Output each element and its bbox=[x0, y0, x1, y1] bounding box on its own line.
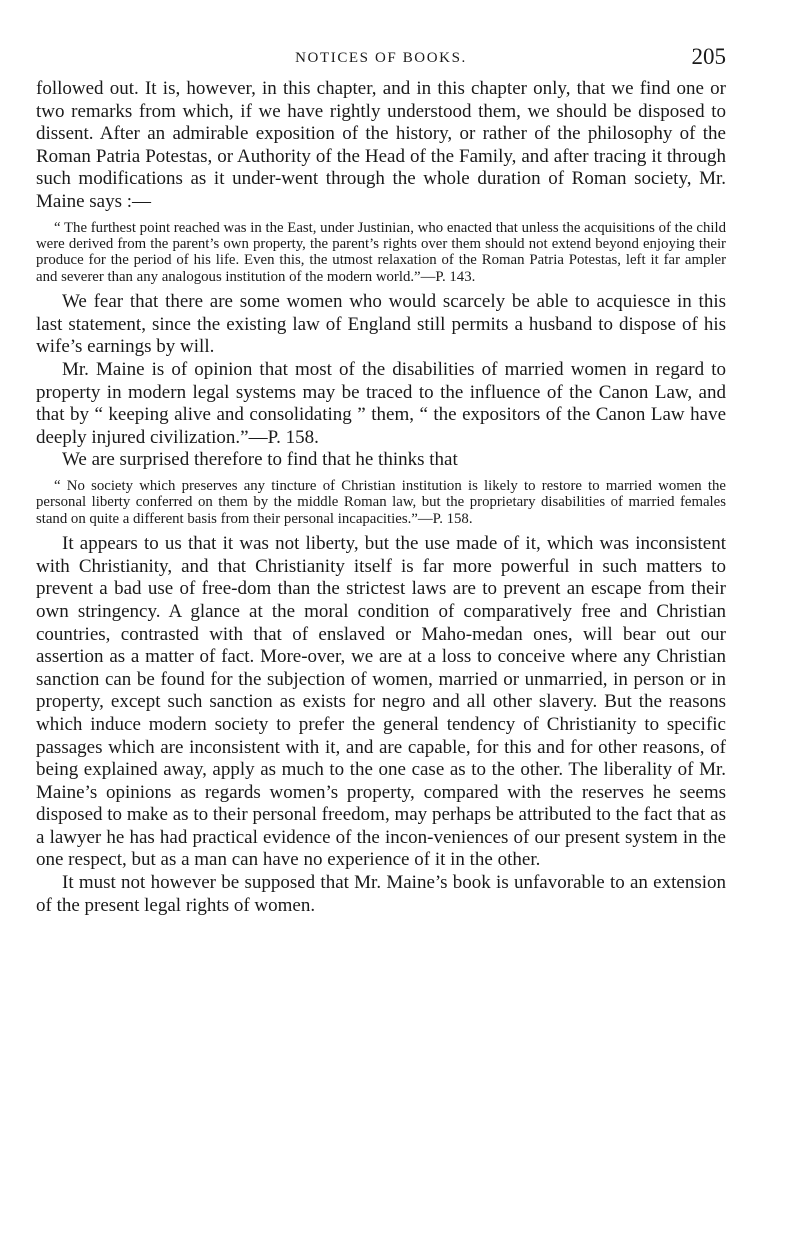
block-quote-2: “ No society which preserves any tincture of Christian institution is likely to restore to married women the personal liberty conferred on them by the middle Roman law, but the proprietary disabilities of married females stand on quite a different basis from their personal incapacities.”—P. 158. bbox=[36, 477, 726, 527]
paragraph-2: We fear that there are some women who would scarcely be able to acquiesce in this last statement, since the existing law of England still permits a husband to dispose of his wife’s earnings by will. bbox=[36, 291, 726, 358]
paragraph-5: It appears to us that it was not liberty, but the use made of it, which was inconsistent with Christianity, and that Christianity itself is far more powerful in such matters to prevent a bad use of free-dom than the strictest laws are to prevent an escape from their own stringency. A glance at the moral condition of comparatively free and Christian countries, contrasted with that of enslaved or Maho-medan ones, will bear out our assertion as a matter of fact. More-over, we are at a loss to conceive where any Christian sanction can be found for the subjection of women, married or unmarried, in person or in property, except such sanction as exists for negro and all other slavery. But the reasons which induce modern society to prefer the general tendency of Christianity to specific passages which are inconsistent with it, and are capable, for this and for other reasons, of being explained away, apply as much to the one case as to the other. The liberality of Mr. Maine’s opinions as regards women’s property, compared with the reserves he seems disposed to make as to their personal freedom, may perhaps be attributed to the fact that as a lawyer he has had practical evidence of the incon-veniences of our present system in the one respect, but as a man can have no experience of it in the other. bbox=[36, 533, 726, 871]
running-title: NOTICES OF BOOKS. bbox=[295, 50, 467, 66]
paragraph-1: followed out. It is, however, in this chapter, and in this chapter only, that we find one or two remarks from which, if we have rightly understood them, we should be disposed to dissent. After an admirable exposition of the history, or rather of the philosophy of the Roman Patria Potestas, or Authority of the Head of the Family, and after tracing it through such modifications as it under-went through the whole duration of Roman society, Mr. Maine says :— bbox=[36, 78, 726, 212]
paragraph-4: We are surprised therefore to find that he thinks that bbox=[62, 449, 458, 471]
block-quote-1: “ The furthest point reached was in the East, under Justinian, who enacted that unless the acquisitions of the child were derived from the parent’s own property, the parent’s rights over them should not extend beyond enjoying their produce for the period of his life. Even this, the utmost relaxation of the Roman Patria Potestas, left it far ampler and severer than any analogous institution of the modern world.”—P. 143. bbox=[36, 219, 726, 285]
paragraph-3: Mr. Maine is of opinion that most of the disabilities of married women in regard to property in modern legal systems may be traced to the influence of the Canon Law, and that by “ keeping alive and consolidating ” them, “ the expositors of the Canon Law have deeply injured civilization.”—P. 158. bbox=[36, 358, 726, 448]
page-number: 205 bbox=[691, 44, 726, 69]
book-page bbox=[36, 44, 726, 917]
paragraph-6: It must not however be supposed that Mr. Maine’s book is unfavorable to an extension of the present legal rights of women. bbox=[36, 872, 726, 916]
running-head bbox=[36, 44, 726, 74]
